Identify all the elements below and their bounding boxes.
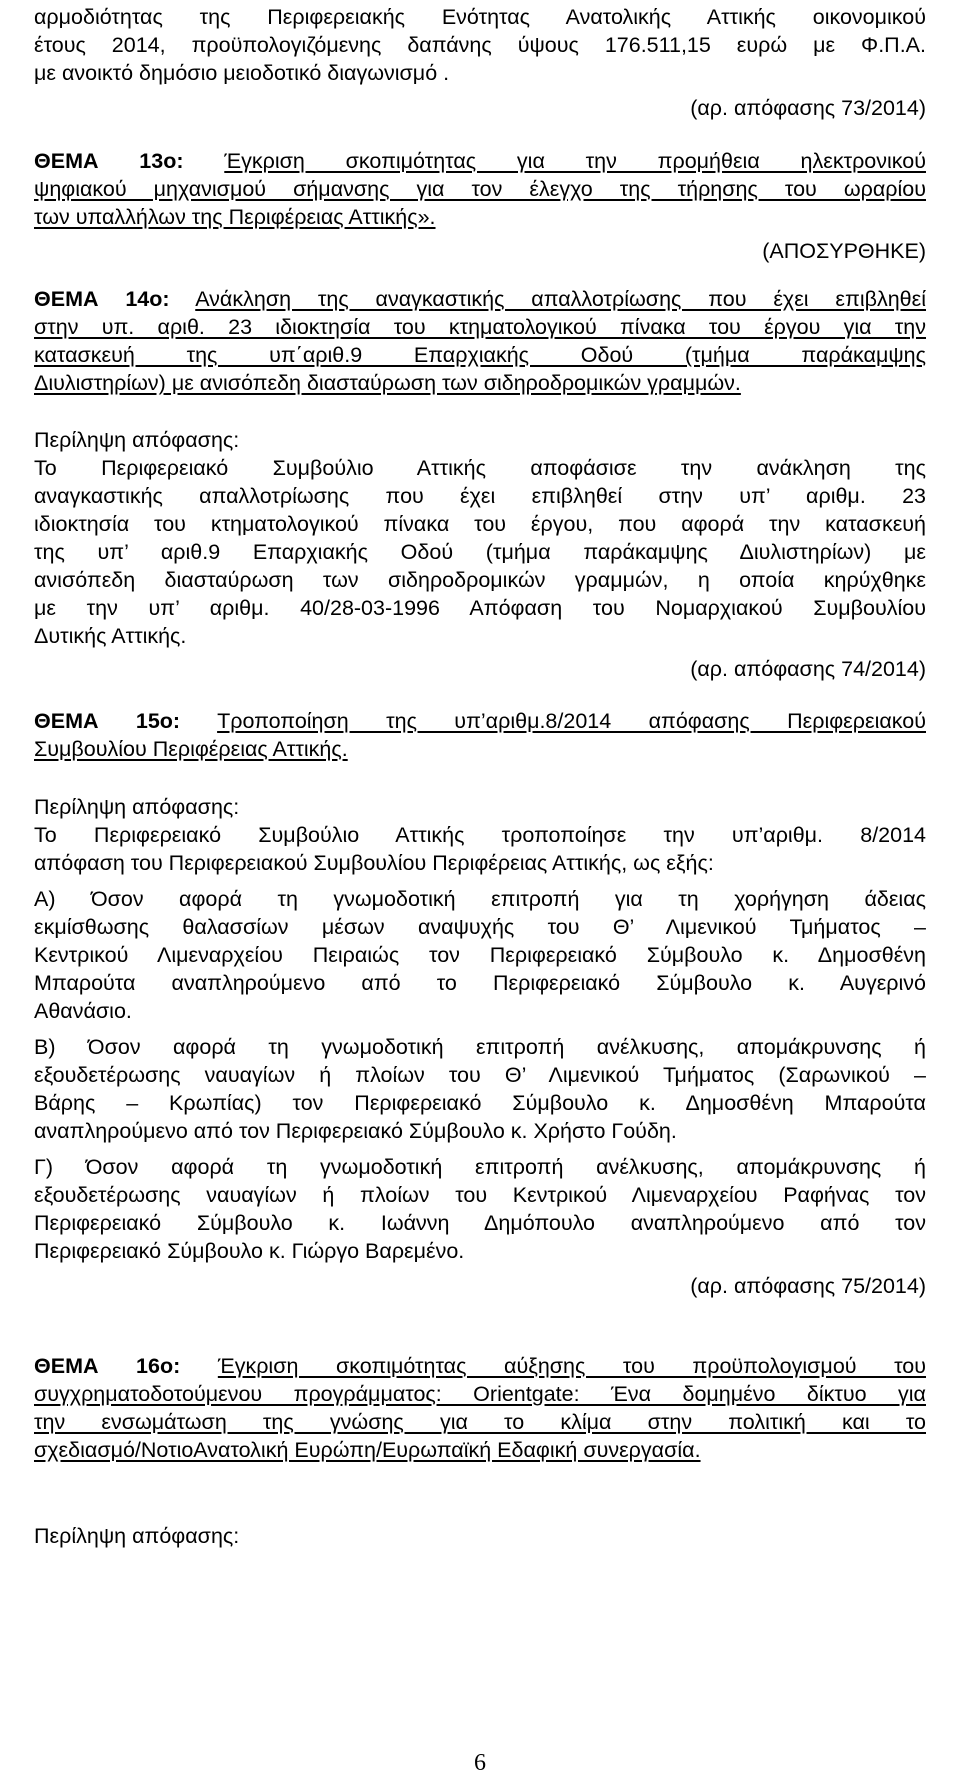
theme15-a-3: Κεντρικού Λιμεναρχείου Πειραιώς τον Περιφερειακό Σύμβουλο κ. Δημοσθένη (34, 943, 926, 967)
theme14-label: ΘΕΜΑ 14ο: (34, 287, 170, 311)
theme14-title-3 (34, 341, 926, 369)
theme13-label: ΘΕΜΑ 13ο: (34, 149, 184, 173)
theme13-status: (ΑΠΟΣΥΡΘΗΚΕ) (762, 239, 926, 263)
theme16-title-4 (34, 1436, 701, 1464)
decision-ref-73: (αρ. απόφασης 73/2014) (690, 96, 926, 120)
theme16-title-2-text: συγχρηματοδοτούμενου προγράμματος: Orientgate: Ένα δομημένο δίκτυο για (34, 1382, 926, 1406)
theme16-title-3-text: την ενσωμάτωση της γνώσης για το κλίμα στην πολιτική και το (34, 1410, 926, 1434)
theme16-title-4-text: σχεδιασμό/ΝοτιοΑνατολική Ευρώπη/Ευρωπαϊκή Εδαφική συνεργασία. (34, 1438, 701, 1462)
theme14-summary-1: Το Περιφερειακό Συμβούλιο Αττικής αποφάσισε την ανάκληση της (34, 456, 926, 480)
theme14-summary-7: Δυτικής Αττικής. (34, 624, 187, 648)
theme15-title-2 (34, 735, 348, 763)
theme16-title-2 (34, 1380, 926, 1408)
theme15-title-2-text: Συμβουλίου Περιφέρειας Αττικής. (34, 737, 348, 761)
theme15-line-1 (34, 707, 926, 735)
theme13-title-3-text: των υπαλλήλων της Περιφέρειας Αττικής». (34, 205, 436, 229)
theme16-line-1 (34, 1352, 926, 1380)
theme16-summary-label: Περίληψη απόφασης: (34, 1524, 240, 1548)
theme13-title-3 (34, 203, 436, 231)
theme14-title-1: Ανάκληση της αναγκαστικής απαλλοτρίωσης που έχει επιβληθεί (195, 287, 926, 311)
theme15-summary-1: Το Περιφερειακό Συμβούλιο Αττικής τροποποίησε την υπ’αριθμ. 8/2014 (34, 823, 926, 847)
decision-ref-75: (αρ. απόφασης 75/2014) (690, 1274, 926, 1298)
theme14-summary-5: ανισόπεδη διασταύρωση των σιδηροδρομικών γραμμών, η οποία κηρύχθηκε (34, 568, 926, 592)
intro-line-2: έτους 2014, προϋπολογιζόμενης δαπάνης ύψους 176.511,15 ευρώ με Φ.Π.Α. (34, 33, 926, 57)
theme15-a-5: Αθανάσιο. (34, 999, 132, 1023)
theme15-b-1: Β) Όσον αφορά τη γνωμοδοτική επιτροπή ανέλκυσης, απομάκρυνσης ή (34, 1035, 926, 1059)
theme15-b-3: Βάρης – Κρωπίας) τον Περιφερειακό Σύμβουλο κ. Δημοσθένη Μπαρούτα (34, 1091, 926, 1115)
theme14-summary-2: αναγκαστικής απαλλοτρίωσης που έχει επιβληθεί στην υπ’ αριθμ. 23 (34, 484, 926, 508)
theme15-summary-label: Περίληψη απόφασης: (34, 795, 240, 819)
theme16-label: ΘΕΜΑ 16ο: (34, 1354, 181, 1378)
theme15-a-1: Α) Όσον αφορά τη γνωμοδοτική επιτροπή για τη χορήγηση άδειας (34, 887, 926, 911)
theme15-c-4: Περιφερειακό Σύμβουλο κ. Γιώργο Βαρεμένο. (34, 1239, 465, 1263)
theme13-title-1: Έγκριση σκοπιμότητας για την προμήθεια ηλεκτρονικού (224, 149, 926, 173)
theme15-a-2: εκμίσθωσης θαλασσίων μέσων αναψυχής του Θ’ Λιμενικού Τμήματος – (34, 915, 926, 939)
decision-ref-74: (αρ. απόφασης 74/2014) (690, 657, 926, 681)
theme15-c-1: Γ) Όσον αφορά τη γνωμοδοτική επιτροπή ανέλκυσης, απομάκρυνσης ή (34, 1155, 926, 1179)
theme14-title-3-text: κατασκευή της υπ΄αριθ.9 Επαρχιακής Οδού (τμήμα παράκαμψης (34, 343, 926, 367)
theme14-title-2-text: στην υπ. αριθ. 23 ιδιοκτησία του κτηματολογικού πίνακα του έργου για την (34, 315, 926, 339)
theme14-title-4-text: Διυλιστηρίων) με ανισόπεδη διασταύρωση των σιδηροδρομικών γραμμών. (34, 371, 741, 395)
theme14-summary-4: της υπ’ αριθ.9 Επαρχιακής Οδού (τμήμα παράκαμψης Διυλιστηρίων) με (34, 540, 926, 564)
theme15-b-4: αναπληρούμενο από τον Περιφερειακό Σύμβουλο κ. Χρήστο Γούδη. (34, 1119, 677, 1143)
theme13-line-1 (34, 147, 926, 175)
theme13-title-2 (34, 175, 926, 203)
theme15-c-2: εξουδετέρωσης ναυαγίων ή πλοίων του Κεντρικού Λιμεναρχείου Ραφήνας τον (34, 1183, 926, 1207)
theme14-summary-3: ιδιοκτησία του κτηματολογικού πίνακα του έργου, που αφορά την κατασκευή (34, 512, 926, 536)
theme14-line-1 (34, 285, 926, 313)
theme15-title-1: Τροποποίηση της υπ’αριθμ.8/2014 απόφασης Περιφερειακού (217, 709, 926, 733)
theme13-title-2-text: ψηφιακού μηχανισμού σήμανσης για τον έλεγχο της τήρησης του ωραρίου (34, 177, 926, 201)
intro-line-3: με ανοικτό δημόσιο μειοδοτικό διαγωνισμό . (34, 61, 450, 85)
theme15-a-4: Μπαρούτα αναπληρούμενο από το Περιφερειακό Σύμβουλο κ. Αυγερινό (34, 971, 926, 995)
theme16-title-1: Έγκριση σκοπιμότητας αύξησης του προϋπολογισμού του (217, 1354, 926, 1378)
theme14-title-2 (34, 313, 926, 341)
theme14-summary-6: με την υπ’ αριθμ. 40/28-03-1996 Απόφαση του Νομαρχιακού Συμβουλίου (34, 596, 926, 620)
theme16-title-3 (34, 1408, 926, 1436)
page-number: 6 (474, 1750, 486, 1776)
theme15-c-3: Περιφερειακό Σύμβουλο κ. Ιωάννη Δημόπουλο αναπληρούμενο από τον (34, 1211, 926, 1235)
intro-line-1: αρμοδιότητας της Περιφερειακής Ενότητας Ανατολικής Αττικής οικονομικού (34, 5, 926, 29)
theme15-summary-2: απόφαση του Περιφερειακού Συμβουλίου Περιφέρειας Αττικής, ως εξής: (34, 851, 714, 875)
theme15-b-2: εξουδετέρωσης ναυαγίων ή πλοίων του Θ’ Λιμενικού Τμήματος (Σαρωνικού – (34, 1063, 926, 1087)
theme15-label: ΘΕΜΑ 15ο: (34, 709, 181, 733)
theme14-summary-label: Περίληψη απόφασης: (34, 428, 240, 452)
theme14-title-4 (34, 369, 741, 397)
